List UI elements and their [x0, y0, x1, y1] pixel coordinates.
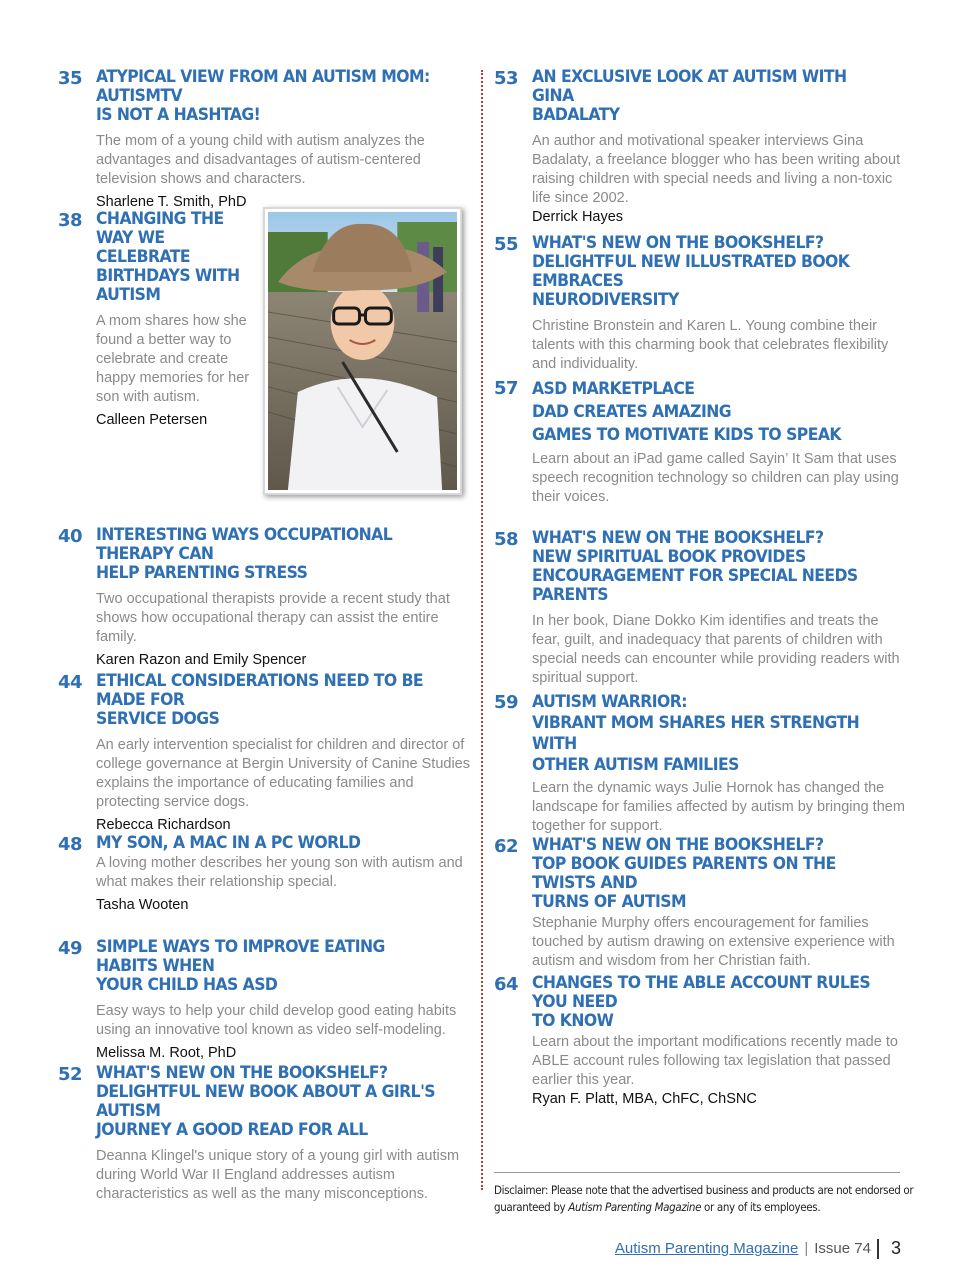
magazine-link[interactable]: Autism Parenting Magazine	[614, 1240, 799, 1257]
entry-author: Rebecca Richardson	[96, 817, 231, 833]
page-number: 52	[58, 1064, 83, 1085]
disclaimer: Disclaimer: Please note that the advertised business and products are not endorsed or guaranteed by Autism Parenting Magazine or any of its employees.	[494, 1183, 914, 1214]
entry-author: Sharlene T. Smith, PhD	[96, 194, 247, 210]
page-number: 40	[58, 526, 83, 547]
page-number: 57	[494, 378, 519, 399]
entry-author: Derrick Hayes	[532, 209, 624, 225]
toc-entry[interactable]	[58, 1064, 470, 1204]
entry-author: Melissa M. Root, PhD	[96, 1045, 237, 1061]
page-number: 59	[494, 692, 519, 713]
footer-separator: |	[804, 1240, 809, 1257]
entry-title[interactable]: WHAT'S NEW ON THE BOOKSHELF? DELIGHTFUL NEW BOOK ABOUT A GIRL'S AUTISM JOURNEY A GOOD READ FOR ALL	[96, 1063, 436, 1140]
article-photo	[263, 207, 462, 495]
entry-description: Christine Bronstein and Karen L. Young combine their talents with this charming book that celebrates flexibility and individuality.	[532, 318, 889, 372]
entry-title[interactable]: ATYPICAL VIEW FROM AN AUTISM MOM: AUTISMTV IS NOT A HASHTAG!	[96, 67, 430, 125]
entry-description: Stephanie Murphy offers encouragement for families touched by autism drawing on extensive experience with autism and wisdom from her Christian faith.	[532, 915, 895, 969]
entry-description: Learn about an iPad game called Sayin’ It Sam that uses speech recognition technology so children can play using their voices.	[532, 451, 899, 505]
entry-title[interactable]: WHAT'S NEW ON THE BOOKSHELF? NEW SPIRITUAL BOOK PROVIDES ENCOURAGEMENT FOR SPECIAL NEEDS PARENTS	[532, 528, 858, 605]
toc-entry[interactable]	[58, 834, 470, 938]
entry-description: An author and motivational speaker interviews Gina Badalaty, a freelance blogger who has been writing about raising children with special needs and living a non-toxic life since 2002.	[532, 133, 901, 206]
entry-author: Tasha Wooten	[96, 897, 189, 913]
entry-description: In her book, Diane Dokko Kim identifies and treats the fear, guilt, and inadequacy that parents of children with special needs can encounter while providing readers with spiritual support.	[532, 613, 900, 686]
page-number: 35	[58, 68, 83, 89]
page-number: 48	[58, 834, 83, 855]
entry-description: Deanna Klingel's unique story of a young girl with autism during World War II England addresses autism characteristics as well as the many misconceptions.	[96, 1148, 460, 1202]
entry-title[interactable]: MY SON, A MAC IN A PC WORLD	[96, 833, 361, 853]
entry-description: A mom shares how she found a better way to celebrate and create happy memories for her son with autism.	[96, 313, 250, 405]
entry-title[interactable]: INTERESTING WAYS OCCUPATIONAL THERAPY CAN HELP PARENTING STRESS	[96, 525, 393, 583]
page-number: 53	[494, 68, 519, 89]
entry-description: A loving mother describes her young son with autism and what makes their relationship special.	[96, 855, 463, 890]
entry-title[interactable]: CHANGING THE WAY WE CELEBRATE BIRTHDAYS WITH AUTISM	[96, 209, 240, 305]
toc-entry[interactable]	[494, 836, 906, 974]
toc-entry[interactable]	[58, 938, 470, 1064]
footer-bar	[877, 1239, 879, 1259]
entry-author: Karen Razon and Emily Spencer	[96, 652, 307, 668]
entry-title[interactable]: ETHICAL CONSIDERATIONS NEED TO BE MADE FOR SERVICE DOGS	[96, 671, 424, 729]
page-number: 44	[58, 672, 83, 693]
entry-title[interactable]: AN EXCLUSIVE LOOK AT AUTISM WITH GINA BADALATY	[532, 67, 847, 125]
entry-description: An early intervention specialist for children and director of college governance at Bergin University of Canine Studies explains the importance of educating families and protecting service dogs.	[96, 737, 470, 810]
entry-author: Calleen Petersen	[96, 412, 208, 428]
column-divider	[481, 70, 483, 1190]
entry-title[interactable]: WHAT'S NEW ON THE BOOKSHELF? TOP BOOK GUIDES PARENTS ON THE TWISTS AND TURNS OF AUTISM	[532, 835, 836, 912]
page-number-footer: 3	[890, 1238, 901, 1258]
entry-title[interactable]: ASD MARKETPLACE DAD CREATES AMAZING GAMES TO MOTIVATE KIDS TO SPEAK	[532, 379, 841, 445]
page-number: 38	[58, 210, 83, 231]
page-number: 64	[494, 974, 519, 995]
boy-in-tricorn-hat-photo	[268, 212, 457, 490]
page-footer	[615, 1238, 901, 1259]
toc-entry[interactable]	[58, 672, 470, 834]
issue-number: Issue 74	[814, 1240, 871, 1257]
toc-entry[interactable]	[494, 974, 906, 1109]
entry-title[interactable]: WHAT'S NEW ON THE BOOKSHELF? DELIGHTFUL NEW ILLUSTRATED BOOK EMBRACES NEURODIVERSITY	[532, 233, 850, 310]
toc-entry[interactable]	[494, 68, 906, 234]
toc-entry[interactable]	[494, 529, 906, 692]
page-number: 49	[58, 938, 83, 959]
toc-entry[interactable]	[494, 234, 906, 378]
entry-description: Easy ways to help your child develop good eating habits using an innovative tool known as video self-modeling.	[96, 1003, 457, 1038]
toc-entry[interactable]	[494, 378, 906, 529]
entry-title[interactable]: AUTISM WARRIOR: VIBRANT MOM SHARES HER STRENGTH WITH OTHER AUTISM FAMILIES	[532, 692, 860, 775]
page-number: 58	[494, 529, 519, 550]
entry-author: Ryan F. Platt, MBA, ChFC, ChSNC	[532, 1091, 757, 1107]
entry-description: Learn the dynamic ways Julie Hornok has changed the landscape for families affected by autism by bringing them together for support.	[532, 780, 905, 834]
right-column	[494, 68, 906, 1109]
entry-description: Learn about the important modifications recently made to ABLE account rules following tax legislation that passed earlier this year.	[532, 1034, 898, 1088]
page-number: 62	[494, 836, 519, 857]
entry-title[interactable]: SIMPLE WAYS TO IMPROVE EATING HABITS WHEN YOUR CHILD HAS ASD	[96, 937, 385, 995]
toc-entry[interactable]	[494, 692, 906, 836]
toc-entry[interactable]	[58, 68, 470, 210]
disclaimer-rule	[494, 1172, 900, 1173]
toc-entry[interactable]	[58, 210, 258, 526]
entry-description: Two occupational therapists provide a recent study that shows how occupational therapy can assist the entire family.	[96, 591, 450, 645]
toc-entry[interactable]	[58, 526, 470, 672]
entry-description: The mom of a young child with autism analyzes the advantages and disadvantages of autism-centered television shows and characters.	[96, 133, 425, 187]
entry-title[interactable]: CHANGES TO THE ABLE ACCOUNT RULES YOU NEED TO KNOW	[532, 973, 871, 1031]
page-number: 55	[494, 234, 519, 255]
